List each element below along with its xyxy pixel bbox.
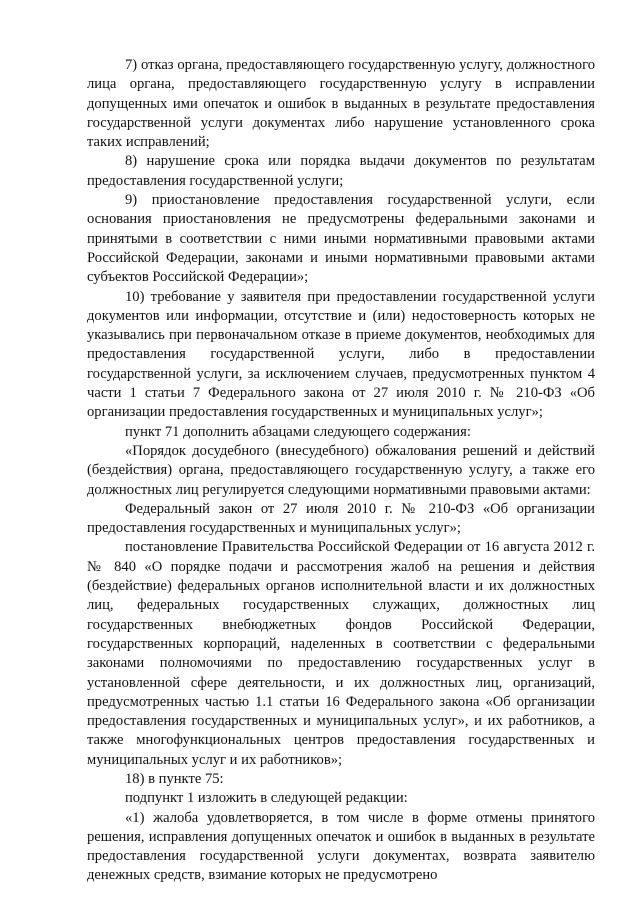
paragraph-point-71-intro: пункт 71 дополнить абзацами следующего содержания:	[125, 423, 471, 440]
paragraph-item-9: 9) приостановление предоставления государственной услуги, если основания приостановления не предусмотрены федеральными законами и принятыми в соответствии с ними иными нормативными правовыми актами Российской Федерации, законами и иными нормативными правовыми актами субъектов Российской Федерации»;	[87, 192, 595, 286]
paragraph-item-7: 7) отказ органа, предоставляющего государственную услугу, должностного лица органа, предоставляющего государственную услугу в исправлении допущенных ими опечаток и ошибок в выданных в результате предоставления государственной услуги документах либо нарушение установленного срока таких исправлений;	[87, 57, 595, 151]
paragraph-item-8: 8) нарушение срока или порядка выдачи документов по результатам предоставления государственной услуги;	[87, 153, 595, 189]
document-page	[87, 56, 595, 886]
paragraph-government-resolution: постановление Правительства Российской Федерации от 16 августа 2012 г. № 840 «О порядке подачи и рассмотрения жалоб на решения и действия (бездействие) федеральных органов исполнительной власти и их должностных лиц, федеральных государственных служащих, должностных лиц государственных внебюджетных фондов Российской Федерации, государственных корпораций, наделенных в соответствии с федеральными законами полномочиями по предоставлению государственных услуг в установленной сфере деятельности, и их должностных лиц, организаций, предусмотренных частью 1.1 статьи 16 Федерального закона «Об организации предоставления государственных и муниципальных услуг», и их работников, а также многофункциональных центров предоставления государственных и муниципальных услуг и их работников»;	[87, 539, 595, 768]
paragraph-subpoint-1-intro: подпункт 1 изложить в следующей редакции:	[125, 790, 408, 807]
paragraph-item-10: 10) требование у заявителя при предоставлении государственной услуги документов или информации, отсутствие и (или) недостоверность которых не указывались при первоначальном отказе в приеме документов, необходимых для предоставления государственной услуги, либо в предоставлении государственной услуги, за исключением случаев, предусмотренных пунктом 4 части 1 статьи 7 Федерального закона от 27 июля 2010 г. № 210-ФЗ «Об организации предоставления государственных и муниципальных услуг»;	[87, 288, 595, 421]
paragraph-item-18: 18) в пункте 75:	[125, 770, 224, 787]
paragraph-appeal-procedure: «Порядок досудебного (внесудебного) обжалования решений и действий (бездействия) органа, предоставляющего государственную услугу, а также его должностных лиц регулируется следующими нормативными правовыми актами:	[87, 442, 595, 498]
paragraph-subpoint-1-text: «1) жалоба удовлетворяется, в том числе в форме отмены принятого решения, исправления допущенных опечаток и ошибок в выданных в результате предоставления государственной услуги документах, возврата заявителю денежных средств, взимание которых не предусмотрено	[87, 809, 595, 884]
paragraph-federal-law: Федеральный закон от 27 июля 2010 г. № 210-ФЗ «Об организации предоставления государственных и муниципальных услуг»;	[87, 500, 595, 537]
